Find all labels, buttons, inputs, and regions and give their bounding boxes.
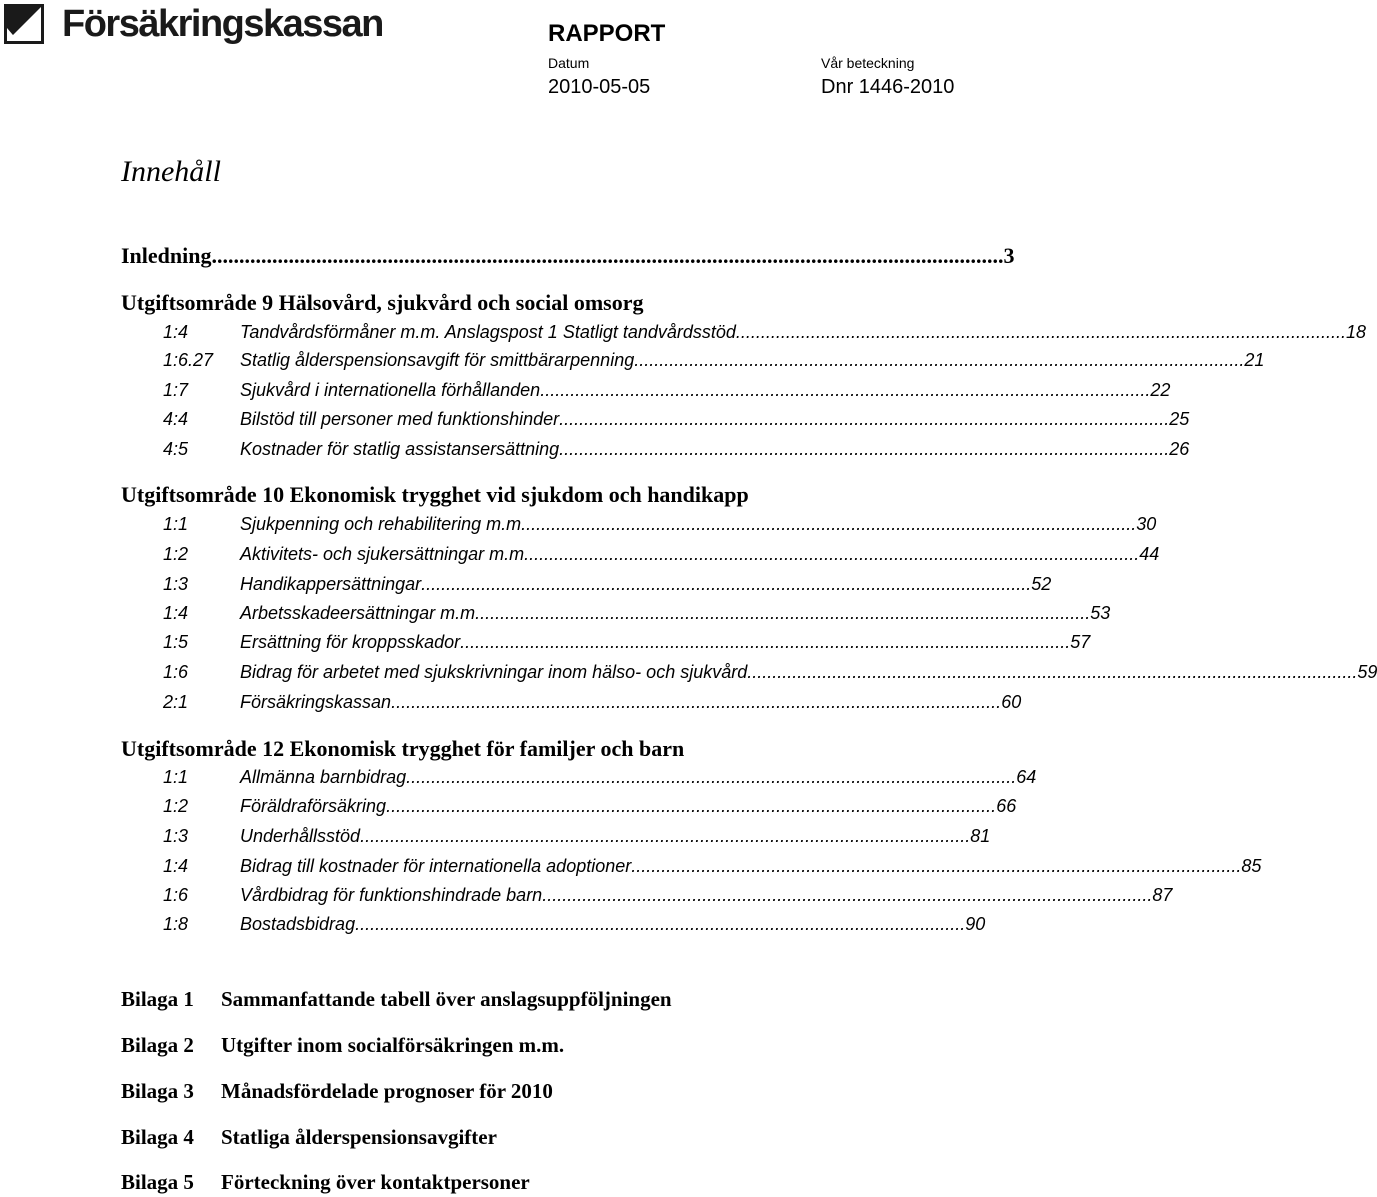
toc-entry[interactable]: [163, 322, 1367, 343]
appendix-label: Bilaga 1: [121, 987, 194, 1011]
dot-leader: ..........................................................................................................................: [421, 574, 1032, 594]
toc-intro-page: 3: [1003, 243, 1015, 268]
logo-mark-icon: [4, 4, 44, 44]
entry-page: 44: [1139, 544, 1160, 564]
entry-page: 66: [996, 796, 1017, 816]
toc-entry[interactable]: [163, 885, 1173, 906]
entry-number: 1:2: [163, 796, 189, 816]
appendix-item[interactable]: [121, 1170, 530, 1195]
entry-title: Vårdbidrag för funktionshindrade barn: [240, 885, 543, 905]
entry-page: 25: [1169, 409, 1190, 429]
toc-entry[interactable]: [163, 796, 1017, 817]
date-value: 2010-05-05: [548, 76, 651, 98]
dot-leader: ..........................................................................................................................: [526, 514, 1137, 534]
date-label: Datum: [548, 55, 590, 71]
toc-entry[interactable]: [163, 409, 1190, 430]
dot-leader: ..........................................................................................................................: [540, 380, 1151, 400]
appendix-label: Bilaga 3: [121, 1079, 194, 1103]
entry-page: 85: [1241, 856, 1262, 876]
entry-page: 22: [1150, 380, 1171, 400]
appendix-label: Bilaga 5: [121, 1170, 194, 1194]
entry-page: 87: [1152, 885, 1173, 905]
entry-number: 1:4: [163, 603, 189, 623]
toc-entry[interactable]: [163, 632, 1091, 653]
toc-entry[interactable]: [163, 856, 1262, 877]
entry-title: Bidrag till kostnader för internationella adoptioner: [240, 856, 632, 876]
dot-leader: ..........................................................................................................................: [406, 767, 1017, 787]
entry-number: 1:4: [163, 856, 189, 876]
dot-leader: ..........................................................................................................................: [735, 322, 1347, 342]
entry-page: 60: [1001, 692, 1022, 712]
toc-entry[interactable]: [163, 380, 1171, 401]
toc-entry[interactable]: [163, 439, 1190, 460]
entry-number: 1:4: [163, 322, 189, 342]
appendix-title: Statliga ålderspensionsavgifter: [221, 1125, 497, 1149]
entry-number: 1:1: [163, 767, 189, 787]
dot-leader: ..........................................................................................................................: [747, 662, 1358, 682]
entry-page: 53: [1090, 603, 1111, 623]
entry-title: Försäkringskassan: [240, 692, 392, 712]
toc-entry[interactable]: [163, 544, 1160, 565]
entry-title: Sjukpenning och rehabilitering m.m.: [240, 514, 527, 534]
dot-leader: ................................................................................................................................................: [211, 243, 1004, 268]
logo-text: Försäkringskassan: [62, 3, 383, 45]
dot-leader: ..........................................................................................................................: [559, 409, 1170, 429]
appendix-item[interactable]: [121, 987, 672, 1012]
entry-number: 1:6.27: [163, 350, 214, 370]
dot-leader: ..........................................................................................................................: [634, 350, 1245, 370]
toc-intro[interactable]: [121, 243, 1015, 269]
reference-value: Dnr 1446-2010: [821, 76, 955, 98]
toc-entry[interactable]: [163, 514, 1157, 535]
dot-leader: ..........................................................................................................................: [360, 826, 971, 846]
entry-title: Aktivitets- och sjukersättningar m.m.: [240, 544, 530, 564]
toc-entry[interactable]: [163, 574, 1052, 595]
entry-title: Bilstöd till personer med funktionshinder: [240, 409, 560, 429]
toc-intro-label: Inledning: [121, 243, 212, 268]
appendix-item[interactable]: [121, 1033, 564, 1058]
entry-number: 1:7: [163, 380, 189, 400]
appendix-title: Månadsfördelade prognoser för 2010: [221, 1079, 553, 1103]
dot-leader: ..........................................................................................................................: [480, 603, 1091, 623]
dot-leader: ..........................................................................................................................: [355, 914, 966, 934]
toc-entry[interactable]: [163, 914, 986, 935]
section-heading[interactable]: Utgiftsområde 12 Ekonomisk trygghet för familjer och barn: [121, 736, 685, 761]
entry-number: 1:2: [163, 544, 189, 564]
appendix-label: Bilaga 2: [121, 1033, 194, 1057]
dot-leader: ..........................................................................................................................: [460, 632, 1071, 652]
appendix-item[interactable]: [121, 1079, 553, 1104]
entry-title: Sjukvård i internationella förhållanden: [240, 380, 541, 400]
entry-number: 1:3: [163, 826, 189, 846]
appendix-label: Bilaga 4: [121, 1125, 194, 1149]
section-heading[interactable]: Utgiftsområde 9 Hälsovård, sjukvård och social omsorg: [121, 290, 644, 315]
dot-leader: ..........................................................................................................................: [559, 439, 1170, 459]
toc-entry[interactable]: [163, 603, 1111, 624]
entry-title: Bidrag för arbetet med sjukskrivningar inom hälso- och sjukvård: [240, 662, 748, 682]
entry-page: 18: [1346, 322, 1367, 342]
appendix-title: Sammanfattande tabell över anslagsuppföljningen: [221, 987, 672, 1011]
entry-number: 1:3: [163, 574, 189, 594]
toc-entry[interactable]: [163, 692, 1022, 713]
entry-page: 81: [970, 826, 991, 846]
entry-title: Allmänna barnbidrag: [240, 767, 407, 787]
dot-leader: ..........................................................................................................................: [631, 856, 1242, 876]
toc-entry[interactable]: [163, 350, 1265, 371]
document-type: RAPPORT: [548, 20, 666, 47]
entry-number: 4:5: [163, 439, 189, 459]
entry-title: Föräldraförsäkring: [240, 796, 387, 816]
entry-page: 64: [1016, 767, 1037, 787]
section-heading[interactable]: Utgiftsområde 10 Ekonomisk trygghet vid sjukdom och handikapp: [121, 482, 749, 507]
entry-title: Ersättning för kroppsskador: [240, 632, 461, 652]
entry-number: 1:6: [163, 885, 189, 905]
appendix-title: Förteckning över kontaktpersoner: [221, 1170, 530, 1194]
entry-title: Bostadsbidrag: [240, 914, 356, 934]
entry-number: 1:1: [163, 514, 189, 534]
reference-label: Vår beteckning: [821, 55, 915, 71]
entry-title: Tandvårdsförmåner m.m. Anslagspost 1 Statligt tandvårdsstöd: [240, 322, 736, 342]
entry-number: 1:8: [163, 914, 189, 934]
toc-entry[interactable]: [163, 826, 991, 847]
dot-leader: ..........................................................................................................................: [542, 885, 1153, 905]
entry-page: 30: [1136, 514, 1157, 534]
appendix-item[interactable]: [121, 1125, 497, 1150]
dot-leader: ..........................................................................................................................: [391, 692, 1002, 712]
entry-title: Underhållsstöd: [240, 826, 361, 846]
entry-title: Statlig ålderspensionsavgift för smittbärarpenning: [240, 350, 635, 370]
entry-number: 4:4: [163, 409, 189, 429]
toc-entry[interactable]: [163, 662, 1377, 683]
dot-leader: ..........................................................................................................................: [386, 796, 997, 816]
toc-entry[interactable]: [163, 767, 1037, 788]
entry-page: 52: [1031, 574, 1052, 594]
appendix-title: Utgifter inom socialförsäkringen m.m.: [221, 1033, 565, 1057]
page-title: Innehåll: [121, 155, 221, 188]
entry-page: 57: [1070, 632, 1091, 652]
entry-page: 90: [965, 914, 986, 934]
entry-number: 2:1: [163, 692, 189, 712]
entry-page: 59: [1357, 662, 1377, 682]
logo: [4, 4, 383, 44]
entry-title: Kostnader för statlig assistansersättning: [240, 439, 560, 459]
entry-title: Arbetsskadeersättningar m.m.: [240, 603, 481, 623]
entry-page: 21: [1244, 350, 1265, 370]
entry-number: 1:5: [163, 632, 189, 652]
entry-page: 26: [1169, 439, 1190, 459]
entry-title: Handikappersättningar: [240, 574, 422, 594]
dot-leader: ..........................................................................................................................: [529, 544, 1140, 564]
entry-number: 1:6: [163, 662, 189, 682]
